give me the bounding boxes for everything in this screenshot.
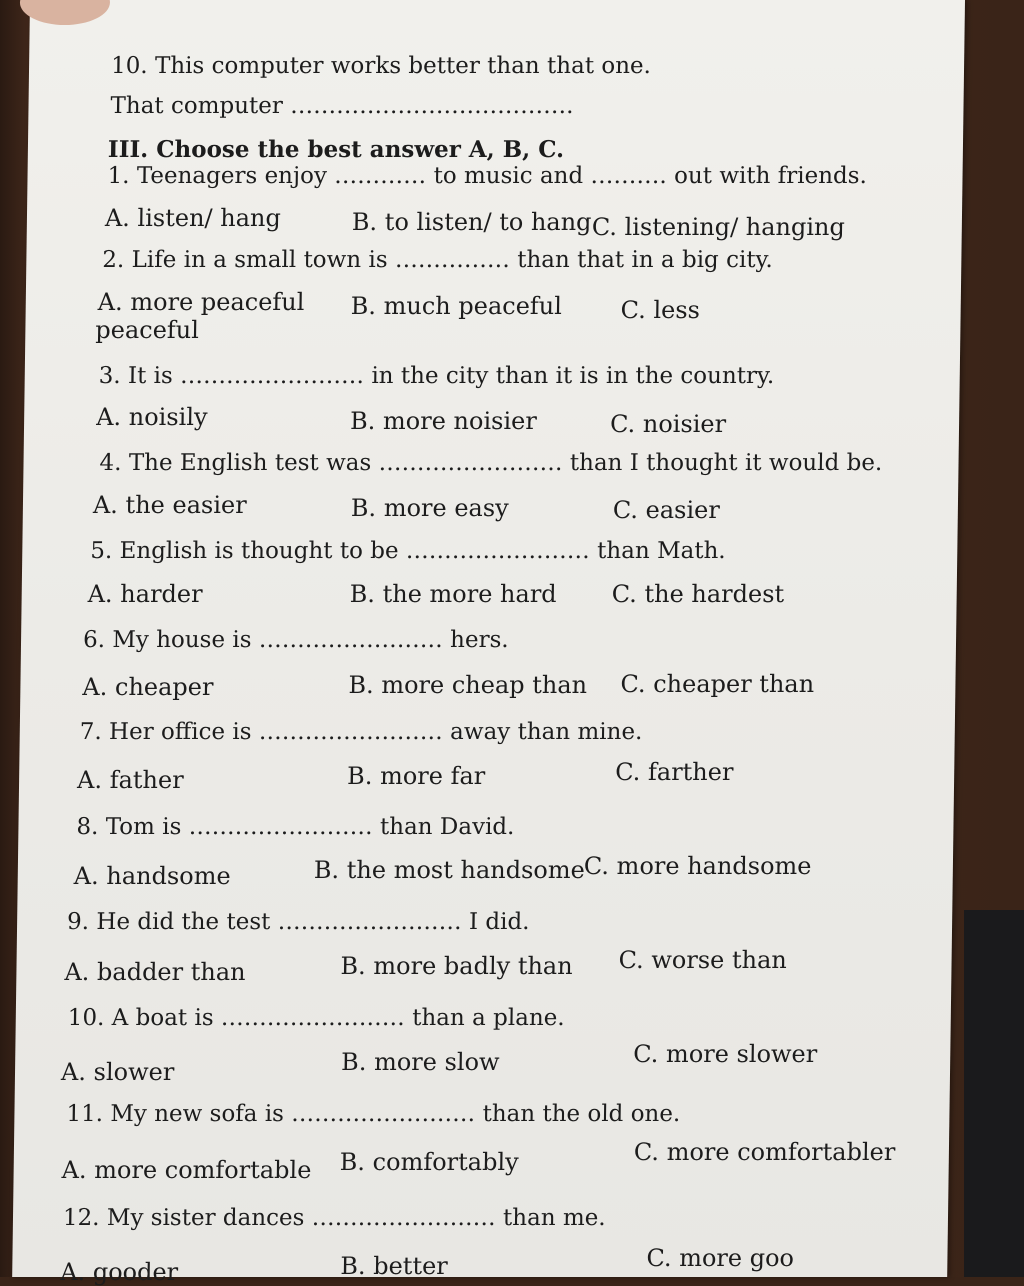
question-7-stem: 7. Her office is …………………… away than mine.	[79, 719, 643, 745]
question-2-option-a: A. more peaceful	[97, 288, 305, 316]
question-6-option-b: B. more cheap than	[348, 671, 588, 699]
question-4-option-c: C. easier	[612, 496, 721, 524]
question-10-option-a: A. slower	[60, 1058, 175, 1086]
question-9-stem: 9. He did the test …………………… I did.	[66, 909, 530, 935]
question-1-option-b: B. to listen/ to hang	[351, 208, 592, 236]
question-9-option-c: C. worse than	[618, 946, 788, 974]
question-9-option-b: B. more badly than	[340, 952, 573, 980]
question-8-option-a: A. handsome	[73, 862, 231, 890]
question-11-option-a: A. more comfortable	[61, 1156, 312, 1184]
question-5-option-a: A. harder	[87, 580, 203, 608]
question-12-option-b: B. better	[340, 1252, 448, 1280]
question-10-option-c: C. more slower	[633, 1040, 818, 1068]
question-11-option-c: C. more comfortabler	[633, 1138, 896, 1166]
question-6-stem: 6. My house is …………………… hers.	[82, 627, 509, 653]
section-heading: III. Choose the best answer A, B, C.	[107, 136, 565, 163]
question-12-option-c: C. more goo	[646, 1244, 795, 1272]
question-9-option-a: A. badder than	[64, 958, 246, 986]
question-3-stem: 3. It is …………………… in the city than it is in the country.	[98, 363, 775, 389]
question-4-option-b: B. more easy	[350, 494, 509, 522]
question-3-option-b: B. more noisier	[349, 407, 537, 435]
worksheet-paper	[12, 0, 965, 1286]
question-12-option-a: A. gooder	[60, 1258, 179, 1286]
question-3-option-a: A. noisily	[95, 403, 208, 431]
question-6-option-a: A. cheaper	[82, 673, 214, 701]
question-4-stem: 4. The English test was …………………… than I thought it would be.	[99, 450, 883, 476]
question-8-option-c: C. more handsome	[583, 852, 812, 880]
question-1-option-a: A. listen/ hang	[104, 204, 282, 232]
question-3-option-c: C. noisier	[609, 410, 727, 438]
question-5-option-b: B. the more hard	[349, 580, 557, 608]
question-1-stem: 1. Teenagers enjoy ………… to music and ………. out with friends.	[107, 163, 868, 189]
question-10-option-b: B. more slow	[340, 1048, 500, 1076]
transform-sentence: 10. This computer works better than that one.	[110, 53, 652, 79]
finger-corner	[20, 0, 111, 25]
question-2-option-a-cont: peaceful	[95, 316, 200, 344]
transform-answer-line: That computer ……………………………….	[110, 93, 574, 119]
question-7-option-b: B. more far	[346, 762, 486, 790]
question-2-option-c: C. less	[620, 296, 701, 324]
question-4-option-a: A. the easier	[92, 491, 247, 519]
question-8-stem: 8. Tom is …………………… than David.	[76, 814, 515, 840]
question-6-option-c: C. cheaper than	[620, 670, 815, 698]
question-1-option-c: C. listening/ hanging	[591, 213, 846, 241]
question-8-option-b: B. the most handsome	[313, 856, 585, 884]
question-5-option-c: C. the hardest	[611, 580, 785, 608]
question-11-option-b: B. comfortably	[339, 1148, 519, 1176]
question-7-option-a: A. father	[76, 766, 184, 794]
question-2-option-b: B. much peaceful	[350, 292, 563, 320]
question-10-stem: 10. A boat is …………………… than a plane.	[67, 1005, 565, 1031]
question-7-option-c: C. farther	[615, 758, 734, 786]
question-11-stem: 11. My new sofa is …………………… than the old one.	[66, 1101, 681, 1127]
question-2-stem: 2. Life in a small town is …………… than that in a big city.	[102, 247, 773, 273]
question-12-stem: 12. My sister dances …………………… than me.	[62, 1205, 606, 1231]
dark-object-corner	[964, 910, 1024, 1277]
question-5-stem: 5. English is thought to be …………………… than Math.	[90, 538, 726, 564]
